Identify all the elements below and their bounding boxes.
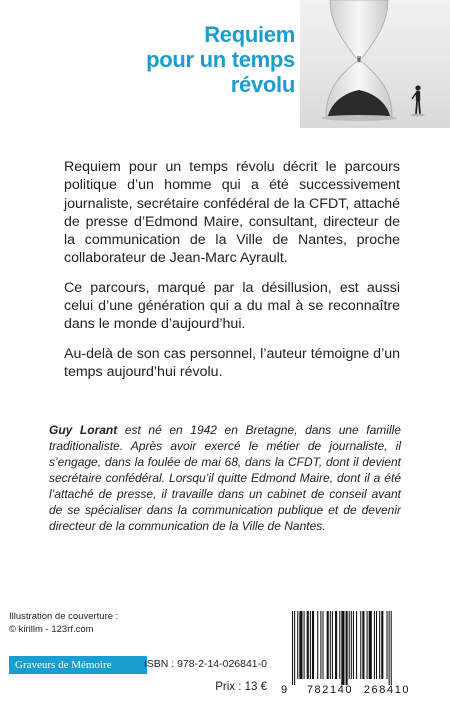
barcode-bar [360,611,361,679]
barcode-bar [379,611,380,679]
summary-paragraph-1: Requiem pour un temps révolu décrit le parcours politique d’un homme qui a été successivement journaliste, secrétaire confédéral de la CFDT, attaché de presse d’Edmond Maire, consultant, directeur de la communication de la Ville de Nantes, proche collaborateur de Jean-Marc Ayrault. [64,159,400,267]
barcode-bar [349,611,350,679]
barcode-bar [341,611,344,685]
barcode-bar [351,611,352,679]
collection-label: Graveurs de Mémoire [9,656,147,674]
barcode-bar [310,611,311,679]
barcode-bar [292,611,293,685]
credit-line-2: © kirillm - 123rf.com [9,624,94,635]
isbn: ISBN : 978-2-14-026841-0 [143,658,267,670]
barcode-bar [389,611,390,685]
barcode [277,606,427,696]
price: Prix : 13 € [215,681,267,693]
barcode-bar [339,611,340,679]
barcode-bar [346,611,348,685]
summary-paragraph-2: Ce parcours, marqué par la désillusion, est aussi celui d’une génération qui a du mal à se reconnaître dans le monde d’aujourd’hui. [64,279,400,333]
barcode-bar [353,611,354,679]
barcode-bar [335,611,337,679]
barcode-right-group: 268410 [363,684,411,696]
barcode-bar [376,611,377,679]
hourglass-icon [300,0,450,128]
book-summary [64,158,400,392]
barcode-bar [307,611,309,679]
title-line-1: Requiem [204,22,295,47]
barcode-bar [327,611,329,679]
barcode-left-group: 782140 [306,684,354,696]
book-title [146,22,295,97]
illustration-credit [9,610,118,636]
barcode-icon [278,607,428,697]
barcode-bar [317,611,318,679]
barcode-bar [297,611,298,679]
barcode-bar [299,611,302,679]
credit-line-1: Illustration de couverture : [9,611,119,622]
title-line-2: pour un temps [146,47,295,72]
barcode-bar [332,611,333,679]
barcode-bar [381,611,383,679]
barcode-bar [294,611,295,685]
barcode-first-digit: 9 [281,684,288,696]
author-biography [49,422,401,534]
barcode-bar [356,611,357,679]
barcode-bar [387,611,388,679]
barcode-bar [330,611,331,679]
hourglass-illustration [300,0,450,128]
barcode-bar [362,611,364,679]
barcode-bar [391,611,392,685]
author-name: Guy Lorant [49,423,118,437]
barcode-bar [369,611,372,679]
barcode-bar [322,611,323,679]
summary-paragraph-3: Au-delà de son cas personnel, l’auteur témoigne d’un temps aujourd’hui révolu. [64,345,400,380]
barcode-bar [374,611,375,679]
barcode-bar [312,611,314,679]
title-line-3: révolu [230,72,295,97]
author-bio-text: est né en 1942 en Bretagne, dans une famille traditionaliste. Après avoir exercé le métier de journaliste, il s’engage, dans la foulée de mai 68, dans la CFDT, dont il devient secrétaire confédéral. Lorsqu’il quitte Edmond Maire, dont il a été l’attaché de presse, il travaille dans un cabinet de conseil avant de se spécialiser dans la communication publique et de devenir directeur de la communication de la Ville de Nantes. [49,423,401,533]
barcode-bar [304,611,305,679]
barcode-bar [320,611,321,679]
barcode-bar [367,611,368,679]
